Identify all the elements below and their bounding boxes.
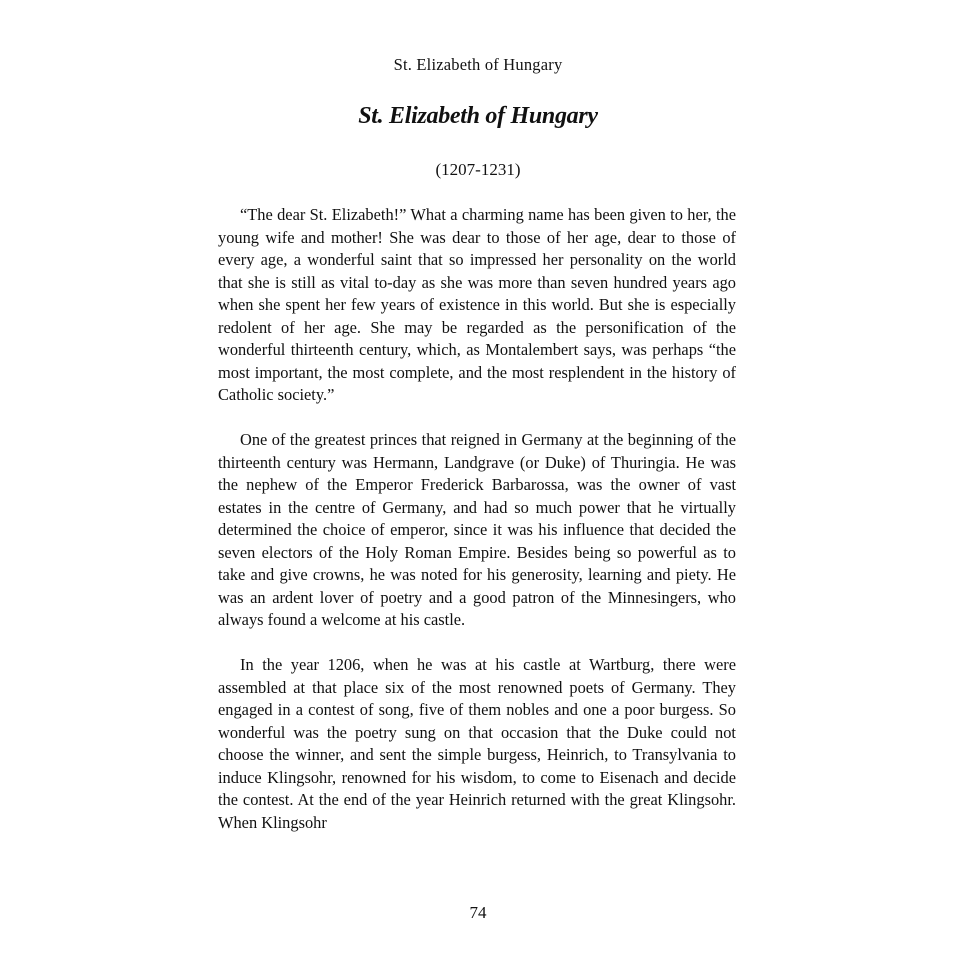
paragraph-3: In the year 1206, when he was at his castle at Wartburg, there were assembled at that place six of the most renowned poets of Germany. They engaged in a contest of song, five of them nobles and one a poor burgess. So wonderful was the poetry sung on that occasion that the Duke could not choose the winner, and sent the simple burgess, Heinrich, to Transylvania to induce Klingsohr, renowned for his wisdom, to come to Eisenach and decide the contest. At the end of the year Heinrich returned with the great Klingsohr. When Klingsohr — [218, 655, 736, 832]
paragraph-2: One of the greatest princes that reigned in Germany at the beginning of the thirteenth century was Hermann, Landgrave (or Duke) of Thuringia. He was the nephew of the Emperor Frederick Barbarossa, was the owner of vast estates in the centre of Germany, and had so much power that he virtually determined the choice of emperor, since it was his influence that decided the seven electors of the Holy Roman Empire. Besides being so powerful as to take and give crowns, he was noted for his generosity, learning and piety. He was an ardent lover of poetry and a good patron of the Minnesingers, who always found a welcome at his castle. — [218, 430, 736, 629]
chapter-dates: (1207-1231) — [435, 160, 521, 179]
chapter-title: St. Elizabeth of Hungary — [358, 103, 598, 129]
page-number: 74 — [469, 903, 487, 922]
body-text — [218, 204, 736, 857]
paragraph-1: “The dear St. Elizabeth!” What a charming name has been given to her, the young wife and mother! She was dear to those of her age, dear to those of every age, a wonderful saint that so impressed her personality on the world that she is still as vital to-day as she was more than seven hundred years ago when she spent her few years of existence in this world. But she is especially redolent of her age. She may be regarded as the personification of the wonderful thirteenth century, which, as Montalembert says, was perhaps “the most important, the most complete, and the most resplendent in the history of Catholic society.” — [218, 205, 736, 404]
running-head: St. Elizabeth of Hungary — [393, 55, 563, 74]
